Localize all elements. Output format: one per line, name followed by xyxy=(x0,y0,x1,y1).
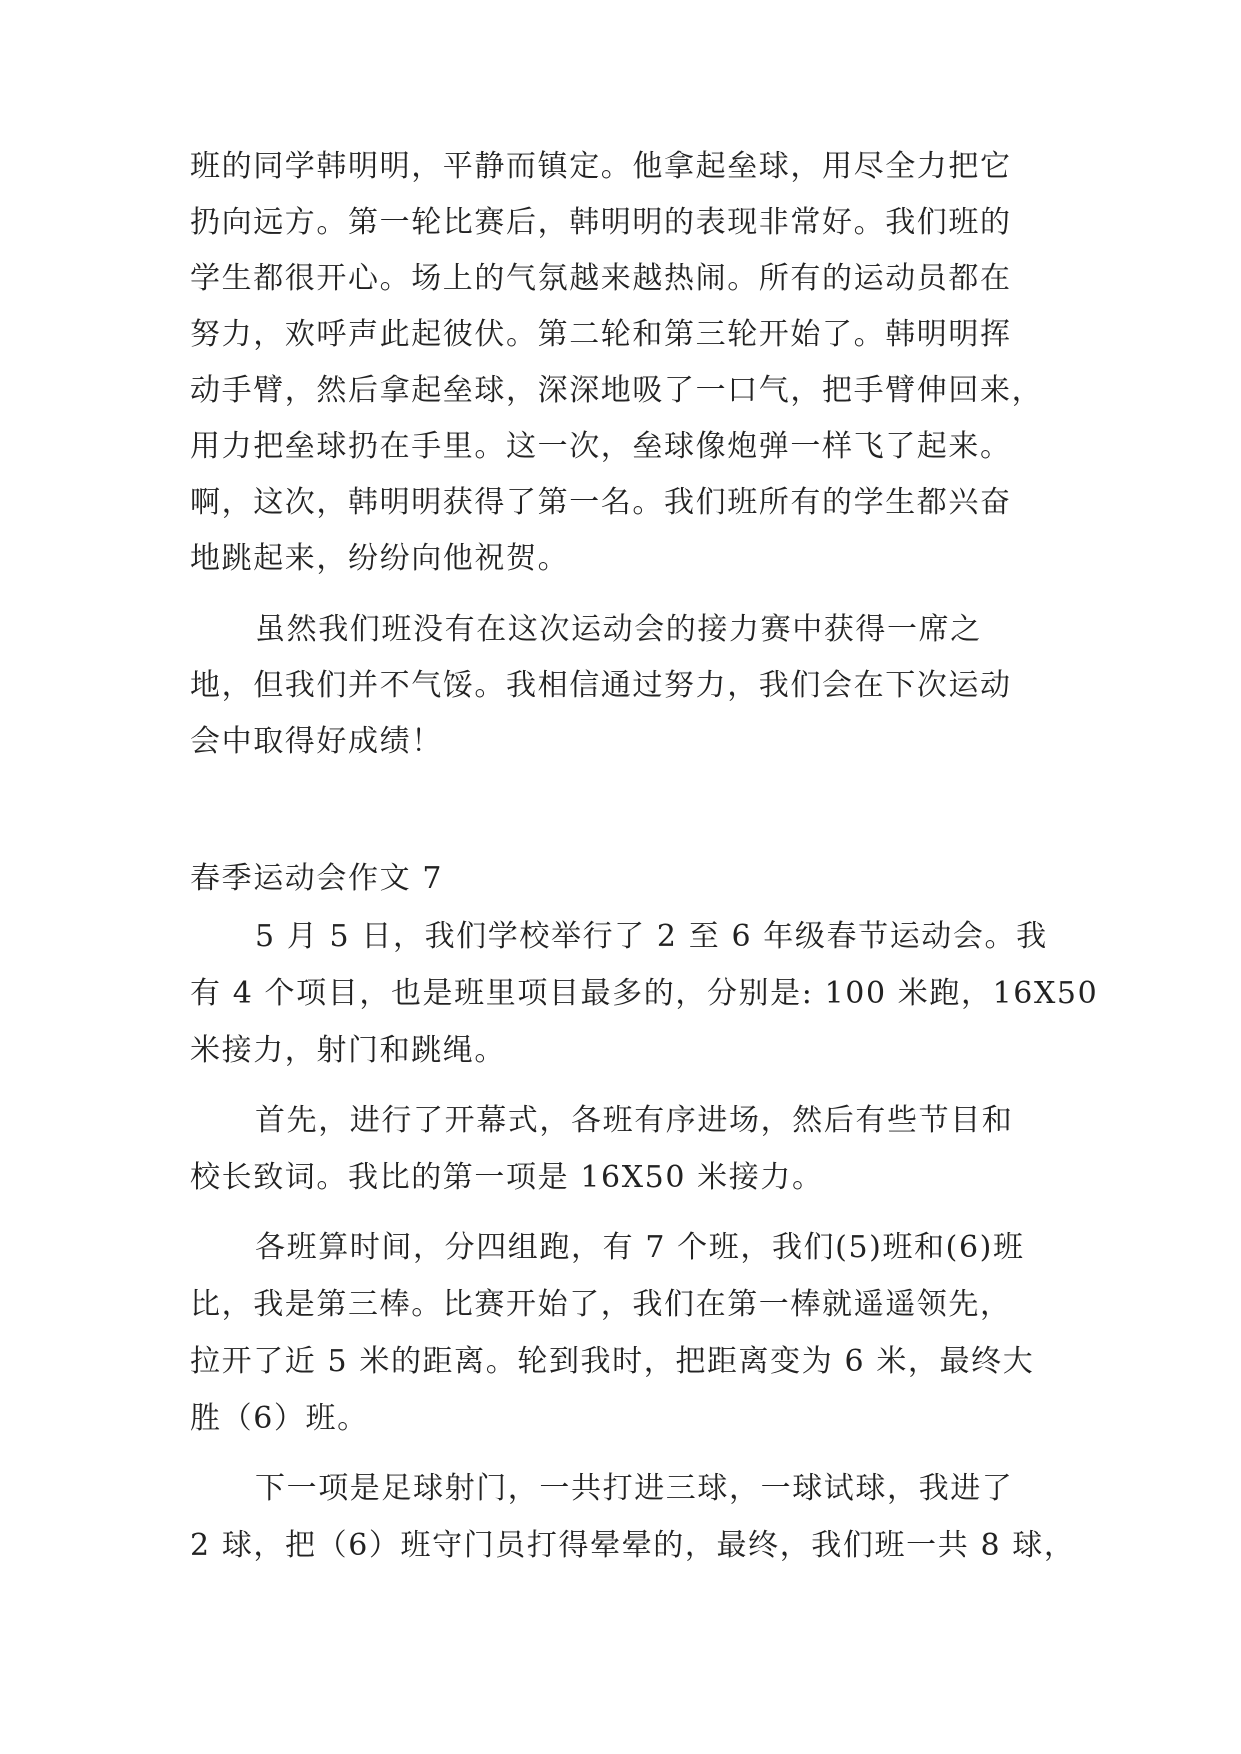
paragraph-3-line-1: 5 月 5 日，我们学校举行了 2 至 6 年级春节运动会。我 xyxy=(255,919,1048,954)
paragraph-2-line-2: 地，但我们并不气馁。我相信通过努力，我们会在下次运动 xyxy=(190,668,1012,703)
paragraph-1-line-3: 学生都很开心。场上的气氛越来越热闹。所有的运动员都在 xyxy=(190,261,1012,296)
paragraph-3-line-3: 米接力，射门和跳绳。 xyxy=(190,1033,506,1068)
paragraph-1-line-5: 动手臂，然后拿起垒球，深深地吸了一口气，把手臂伸回来， xyxy=(190,373,1044,408)
paragraph-2-line-1: 虽然我们班没有在这次运动会的接力赛中获得一席之 xyxy=(255,612,982,647)
paragraph-3-line-2: 有 4 个项目，也是班里项目最多的，分别是: 100 米跑，16X50 xyxy=(190,976,1099,1011)
paragraph-6-line-1: 下一项是足球射门，一共打进三球，一球试球，我进了 xyxy=(255,1471,1014,1506)
paragraph-4-line-2: 校长致词。我比的第一项是 16X50 米接力。 xyxy=(190,1160,824,1195)
paragraph-5-line-2: 比，我是第三棒。比赛开始了，我们在第一棒就遥遥领先， xyxy=(190,1287,1012,1322)
paragraph-5-line-1: 各班算时间，分四组跑，有 7 个班，我们(5)班和(6)班 xyxy=(255,1230,1025,1265)
section-title: 春季运动会作文 7 xyxy=(190,861,444,896)
paragraph-6-line-2: 2 球，把（6）班守门员打得晕晕的，最终，我们班一共 8 球， xyxy=(190,1528,1076,1563)
paragraph-1-line-4: 努力，欢呼声此起彼伏。第二轮和第三轮开始了。韩明明挥 xyxy=(190,317,1012,352)
paragraph-1-line-1: 班的同学韩明明，平静而镇定。他拿起垒球，用尽全力把它 xyxy=(190,149,1012,184)
paragraph-1-line-6: 用力把垒球扔在手里。这一次，垒球像炮弹一样飞了起来。 xyxy=(190,429,1012,464)
paragraph-1-line-7: 啊，这次，韩明明获得了第一名。我们班所有的学生都兴奋 xyxy=(190,485,1012,520)
paragraph-1-line-8: 地跳起来，纷纷向他祝贺。 xyxy=(190,541,570,576)
paragraph-2-line-3: 会中取得好成绩！ xyxy=(190,724,443,759)
paragraph-4-line-1: 首先，进行了开幕式，各班有序进场，然后有些节目和 xyxy=(255,1103,1014,1138)
paragraph-5-line-4: 胜（6）班。 xyxy=(190,1401,369,1436)
paragraph-1-line-2: 扔向远方。第一轮比赛后，韩明明的表现非常好。我们班的 xyxy=(190,205,1012,240)
paragraph-5-line-3: 拉开了近 5 米的距离。轮到我时，把距离变为 6 米，最终大 xyxy=(190,1344,1035,1379)
